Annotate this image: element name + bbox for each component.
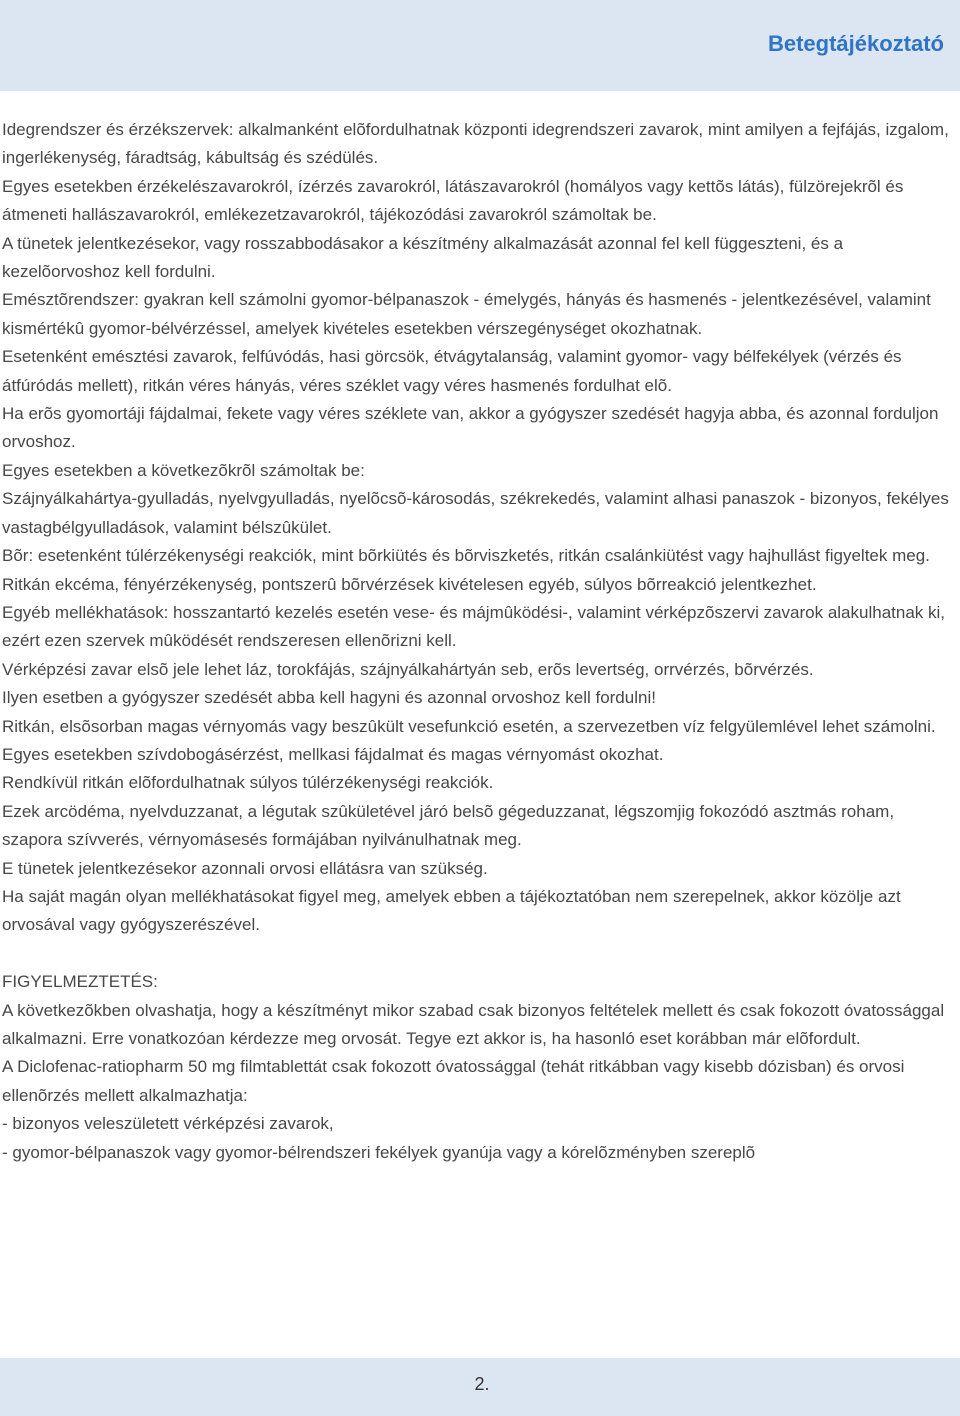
paragraph: Egyes esetekben szívdobogásérzést, mellkasi fájdalmat és magas vérnyomást okozhat.	[2, 744, 664, 764]
paragraph: A tünetek jelentkezésekor, vagy rosszabbodásakor a készítmény alkalmazását azonnal fel kell függeszteni, és a kezelõorvoshoz kell fordulni.	[2, 233, 844, 282]
paragraph: Szájnyálkahártya-gyulladás, nyelvgyulladás, nyelõcsõ-károsodás, székrekedés, valamint alhasi panaszok - bizonyos, fekélyes vastagbélgyulladások, valamint bélszûkület.	[2, 489, 949, 537]
paragraph: Ha erõs gyomortáji fájdalmai, fekete vagy véres széklete van, akkor a gyógyszer szedését hagyja abba, és azonnal forduljon orvoshoz.	[2, 404, 939, 452]
paragraph: E tünetek jelentkezésekor azonnali orvosi ellátásra van szükség.	[2, 858, 488, 878]
paragraph: Ritkán ekcéma, fényérzékenység, pontszerû bõrvérzések kivételesen egyéb, súlyos bõrreakció jelentkezhet.	[2, 574, 817, 594]
paragraph: A következõkben olvashatja, hogy a készítményt mikor szabad csak bizonyos feltételek mellett és csak fokozott óvatossággal alkalmazni. Erre vonatkozóan kérdezze meg orvosát. Tegye ezt akkor is, ha hasonló eset korábban már elõfordult.	[2, 1000, 945, 1048]
list-item: - bizonyos veleszületett vérképzési zavarok,	[2, 1114, 334, 1134]
header-divider	[0, 91, 960, 93]
paragraph: Ilyen esetben a gyógyszer szedését abba kell hagyni és azonnal orvoshoz kell fordulni!	[2, 688, 656, 708]
paragraph: Vérképzési zavar elsõ jele lehet láz, torokfájás, szájnyálkahártyán seb, erõs levertség, orrvérzés, bõrvérzés.	[2, 659, 814, 679]
document-title: Betegtájékoztató	[767, 31, 944, 56]
paragraph: Ritkán, elsõsorban magas vérnyomás vagy beszûkült vesefunkció esetén, a szervezetben víz felgyülemlével lehet számolni.	[2, 716, 936, 736]
paragraph: A Diclofenac-ratiopharm 50 mg filmtablettát csak fokozott óvatossággal (tehát ritkábban vagy kisebb dózisban) és orvosi ellenõrzés mellett alkalmazhatja:	[2, 1057, 905, 1105]
paragraph: Emésztõrendszer: gyakran kell számolni gyomor-bélpanaszok - émelygés, hányás és hasmenés - jelentkezésével, valamint kismértékû gyomor-bélvérzéssel, amelyek kivételes esetekben vérszegénységet okozhatnak.	[2, 290, 931, 338]
paragraph: Egyéb mellékhatások: hosszantartó kezelés esetén vese- és májmûködési-, valamint vérképzõszervi zavarok alakulhatnak ki, ezért ezen szervek mûködését rendszeresen ellenõrizni kell.	[2, 602, 946, 651]
paragraph: Ha saját magán olyan mellékhatásokat figyel meg, amelyek ebben a tájékoztatóban nem szerepelnek, akkor közölje azt orvosával vagy gyógyszerészével.	[2, 886, 901, 935]
paragraph: Esetenként emésztési zavarok, felfúvódás, hasi görcsök, étvágytalanság, valamint gyomor- vagy bélfekélyek (vérzés és átfúródás mellett), ritkán véres hányás, véres széklet vagy véres hasmenés fordulhat elõ.	[2, 347, 902, 395]
paragraph: Egyes esetekben a következõkrõl számoltak be:	[2, 460, 365, 480]
section-spacer	[2, 940, 956, 968]
paragraph: Idegrendszer és érzékszervek: alkalmanként elõfordulhatnak központi idegrendszeri zavarok, mint amilyen a fejfájás, izgalom, ingerlékenység, fáradtság, kábultság és szédülés.	[2, 120, 949, 168]
paragraph: Bõr: esetenként túlérzékenységi reakciók, mint bõrkiütés és bõrviszketés, ritkán csalánkiütést vagy hajhullást figyeltek meg.	[2, 546, 930, 566]
paragraph: Rendkívül ritkán elõfordulhatnak súlyos túlérzékenységi reakciók.	[2, 773, 494, 793]
paragraph: Egyes esetekben érzékelészavarokról, ízérzés zavarokról, látászavarokról (homályos vagy kettõs látás), fülzörejekrõl és átmeneti hallászavarokról, emlékezetzavarokról, tájékozódási zavarokról számoltak be.	[2, 176, 904, 225]
warning-heading: FIGYELMEZTETÉS:	[2, 972, 158, 992]
document-body	[2, 116, 956, 1167]
page-number: 2.	[474, 1374, 490, 1394]
paragraph: Ezek arcödéma, nyelvduzzanat, a légutak szûkületével járó belsõ gégeduzzanat, légszomjig fokozódó asztmás roham, szapora szívverés, vérnyomásesés formájában nyilvánulhatnak meg.	[2, 801, 895, 850]
list-item: - gyomor-bélpanaszok vagy gyomor-bélrendszeri fekélyek gyanúja vagy a kórelõzményben szereplõ	[2, 1142, 756, 1162]
